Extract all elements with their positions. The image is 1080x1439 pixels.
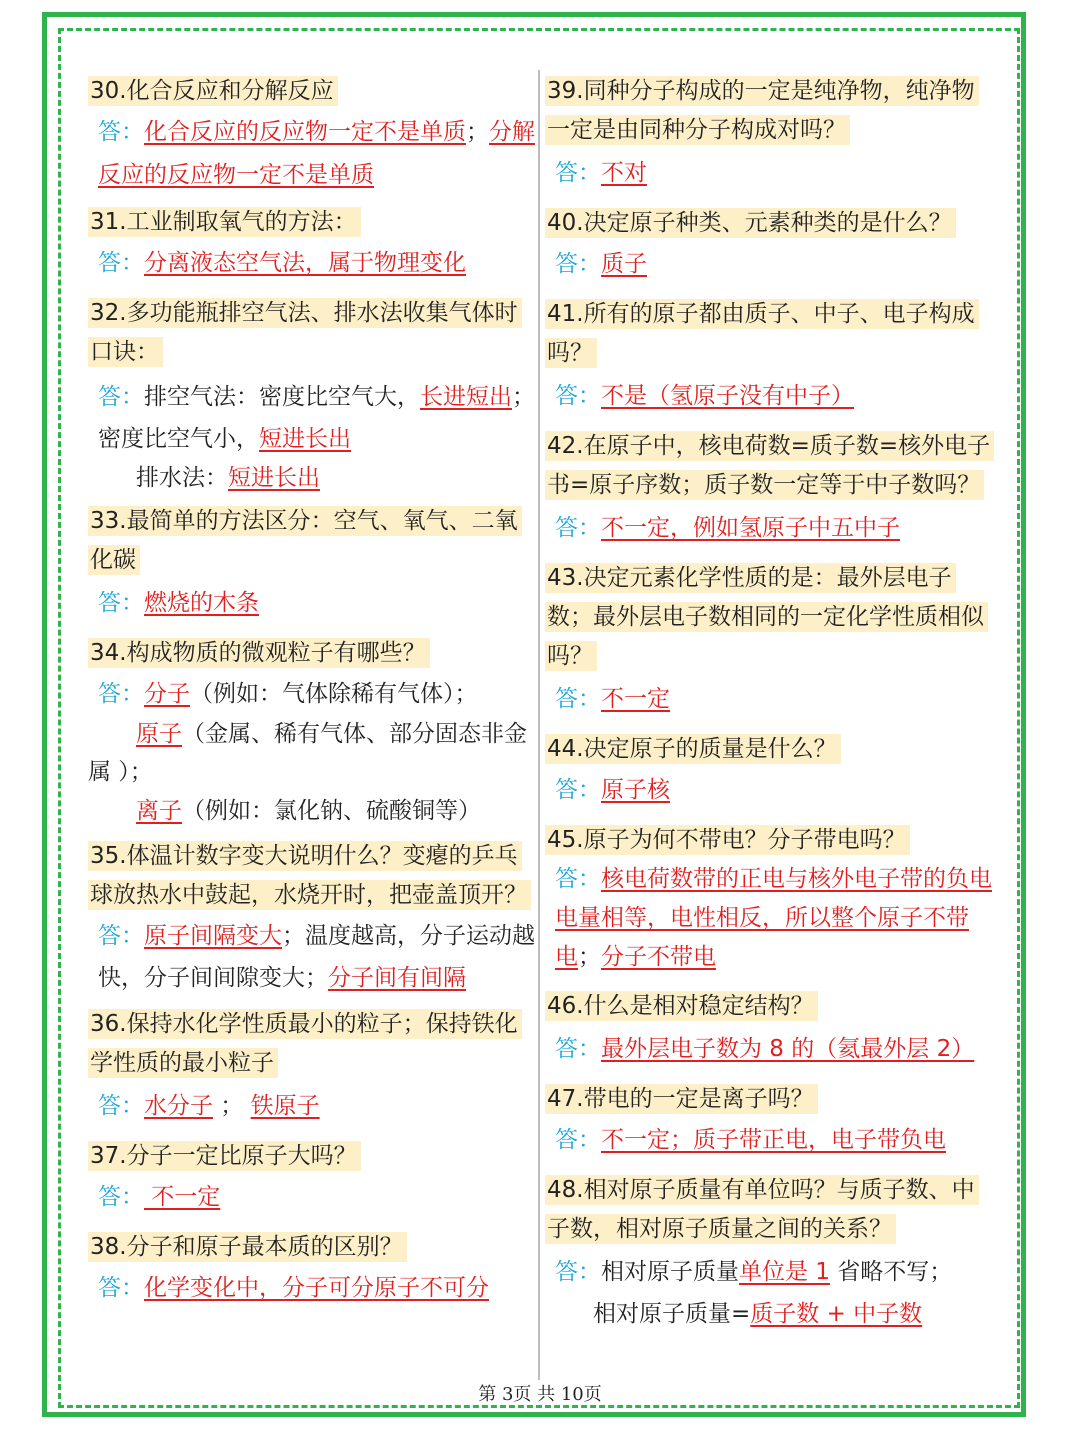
question-43: 43.决定元素化学性质的是：最外层电子数；最外层电子数相同的一定化学性质相似吗？ — [545, 559, 995, 676]
question-31: 31.工业制取氧气的方法： — [88, 203, 538, 242]
question-34: 34.构成物质的微观粒子有哪些？ — [88, 634, 538, 673]
question-41: 41.所有的原子都由质子、中子、电子构成吗？ — [545, 295, 995, 373]
answer-44: 答：原子核 — [555, 777, 670, 803]
question-44: 44.决定原子的质量是什么？ — [545, 730, 995, 769]
answer-48: 答：相对原子质量单位是 1 省略不写； — [555, 1259, 953, 1285]
question-36: 36.保持水化学性质最小的粒子；保持铁化学性质的最小粒子 — [88, 1005, 538, 1083]
answer-34: 答：分子（例如：气体除稀有气体）； — [98, 681, 478, 707]
question-32: 32.多功能瓶排空气法、排水法收集气体时口诀： — [88, 294, 538, 372]
question-42: 42.在原子中，核电荷数=质子数=核外电子书=原子序数；质子数一定等于中子数吗？ — [545, 427, 995, 505]
answer-43: 答：不一定 — [555, 686, 670, 712]
question-38: 38.分子和原子最本质的区别？ — [88, 1228, 538, 1267]
answer-36: 答：水分子 ； 铁原子 — [98, 1093, 320, 1119]
question-30: 30.化合反应和分解反应 — [88, 72, 538, 111]
right-column — [545, 72, 995, 1335]
answer-31: 答：分离液态空气法，属于物理变化 — [98, 250, 466, 276]
question-48: 48.相对原子质量有单位吗？与质子数、中子数，相对原子质量之间的关系？ — [545, 1171, 995, 1249]
question-33: 33.最简单的方法区分：空气、氧气、二氧化碳 — [88, 502, 538, 580]
answer-label: 答： — [98, 119, 144, 145]
question-39: 39.同种分子构成的一定是纯净物，纯净物一定是由同种分子构成对吗？ — [545, 72, 995, 150]
answer-42: 答：不一定，例如氢原子中五中子 — [555, 515, 900, 541]
answer-38: 答：化学变化中，分子可分原子不可分 — [98, 1275, 489, 1301]
question-35: 35.体温计数字变大说明什么？变瘪的乒乓球放热水中鼓起，水烧开时，把壶盖顶开？ — [88, 837, 538, 915]
question-37: 37.分子一定比原子大吗？ — [88, 1137, 538, 1176]
answer-32-line3: 排水法：短进长出 — [136, 465, 320, 491]
answer-30: 答：化合反应的反应物一定不是单质；分解反应的反应物一定不是单质 — [98, 119, 535, 188]
question-47: 47.带电的一定是离子吗？ — [545, 1080, 995, 1119]
answer-34-line2: 原子（金属、稀有气体、部分固态非金属 ）； — [88, 721, 527, 785]
answer-37: 答： 不一定 — [98, 1184, 221, 1210]
answer-32: 答：排空气法：密度比空气大，长进短出； 密度比空气小，短进长出 — [98, 384, 535, 452]
question-40: 40.决定原子种类、元素种类的是什么？ — [545, 204, 995, 243]
column-divider — [538, 70, 540, 1380]
question-46: 46.什么是相对稳定结构？ — [545, 987, 995, 1026]
left-column — [88, 72, 538, 1309]
answer-45: 答：核电荷数带的正电与核外电子带的负电电量相等，电性相反，所以整个原子不带电；分子不带电 — [555, 866, 992, 970]
answer-40: 答：质子 — [555, 251, 647, 277]
answer-35: 答：原子间隔变大；温度越高，分子运动越快，分子间间隙变大；分子间有间隔 — [98, 923, 535, 991]
answer-33: 答：燃烧的木条 — [98, 590, 259, 616]
page-footer: 第 3页 共 10页 — [478, 1384, 602, 1405]
question-45: 45.原子为何不带电？分子带电吗？ — [545, 821, 995, 860]
answer-47: 答：不一定；质子带正电，电子带负电 — [555, 1127, 946, 1153]
answer-39: 答：不对 — [555, 160, 647, 186]
answer-48-line2: 相对原子质量=质子数 + 中子数 — [593, 1301, 923, 1327]
answer-41: 答：不是（氢原子没有中子） — [555, 383, 854, 409]
answer-46: 答：最外层电子数为 8 的（氦最外层 2） — [555, 1036, 975, 1062]
answer-34-line3: 离子（例如：氯化钠、硫酸铜等） — [136, 798, 481, 824]
